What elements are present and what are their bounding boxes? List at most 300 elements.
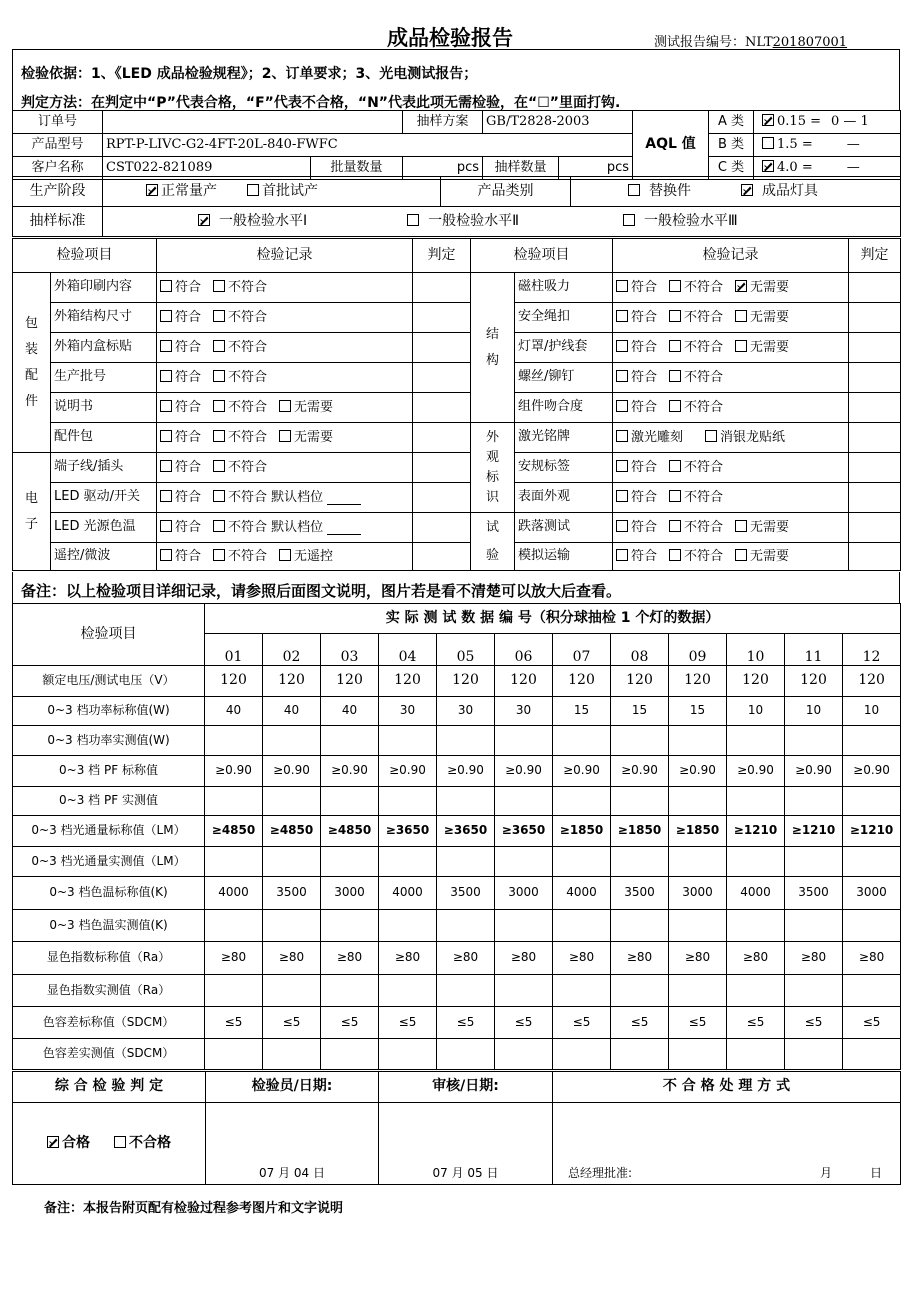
test-value[interactable] xyxy=(843,847,901,877)
judge-cell[interactable] xyxy=(413,273,471,303)
test-value[interactable] xyxy=(495,847,553,877)
item-label: 生产批号 xyxy=(51,363,157,393)
test-value[interactable] xyxy=(785,1039,843,1070)
test-value: ≥1850 xyxy=(669,816,727,847)
test-value[interactable] xyxy=(379,847,437,877)
ok-checkbox[interactable] xyxy=(160,520,172,532)
ng-checkbox[interactable] xyxy=(669,340,681,352)
test-value: ≥1210 xyxy=(785,816,843,847)
overall-verdict-label: 综 合 检 验 判 定 xyxy=(13,1072,206,1103)
test-value[interactable] xyxy=(553,975,611,1007)
col-item-right: 检验项目 xyxy=(471,239,613,273)
na-checkbox[interactable] xyxy=(735,280,747,292)
item-label: 端子线/插头 xyxy=(51,453,157,483)
test-value[interactable] xyxy=(669,975,727,1007)
test-row-label: 显色指数标称值（Ra） xyxy=(13,942,205,975)
test-item-label: 检验项目 xyxy=(13,604,205,666)
test-row-label: 显色指数实测值（Ra） xyxy=(13,975,205,1007)
test-value: 120 xyxy=(379,666,437,697)
aql-label: AQL 值 xyxy=(633,111,709,180)
test-value: ≥80 xyxy=(205,942,263,975)
test-value[interactable] xyxy=(437,847,495,877)
model-value: RPT-P-LIVC-G2-4FT-20L-840-FWFC xyxy=(103,134,633,157)
item-label: 模拟运输 xyxy=(515,543,613,571)
category-label: 产品类别 xyxy=(441,177,571,207)
first-trial-checkbox[interactable] xyxy=(247,184,259,196)
test-value[interactable] xyxy=(263,910,321,942)
test-value[interactable] xyxy=(379,787,437,816)
ok-checkbox[interactable] xyxy=(616,549,628,561)
test-value[interactable] xyxy=(611,787,669,816)
test-value: 15 xyxy=(553,697,611,726)
test-value: 3000 xyxy=(495,877,553,910)
test-value[interactable] xyxy=(553,847,611,877)
test-value[interactable] xyxy=(379,910,437,942)
test-value: ≤5 xyxy=(321,1007,379,1039)
item-label: 组件吻合度 xyxy=(515,393,613,423)
item-label: 表面外观 xyxy=(515,483,613,513)
test-value[interactable] xyxy=(437,787,495,816)
test-value[interactable] xyxy=(727,975,785,1007)
aql-c-label: C 类 xyxy=(709,157,754,179)
order-no-label: 订单号 xyxy=(13,111,103,134)
col-record-left: 检验记录 xyxy=(157,239,413,273)
level-3-checkbox[interactable] xyxy=(623,214,635,226)
test-value: 3500 xyxy=(785,877,843,910)
ok-checkbox[interactable] xyxy=(616,280,628,292)
stage-table: 生产阶段 正常量产 首批试产 产品类别 替换件 成品灯具 抽样标准 一般检验水平Ⅰ 一般检验水平Ⅱ 一般检验水平Ⅲ xyxy=(12,176,901,237)
test-value[interactable] xyxy=(843,975,901,1007)
ng-checkbox[interactable] xyxy=(213,400,225,412)
pass-checkbox[interactable] xyxy=(47,1136,59,1148)
test-value[interactable] xyxy=(669,726,727,756)
test-value: ≥0.90 xyxy=(727,756,785,787)
ok-checkbox[interactable] xyxy=(160,370,172,382)
test-value[interactable] xyxy=(495,910,553,942)
order-info-table xyxy=(12,110,901,180)
test-value: ≥0.90 xyxy=(669,756,727,787)
test-value[interactable] xyxy=(727,910,785,942)
test-value: ≤5 xyxy=(669,1007,727,1039)
test-value: ≥80 xyxy=(553,942,611,975)
ng-checkbox[interactable] xyxy=(213,460,225,472)
test-row-label: 色容差实测值（SDCM） xyxy=(13,1039,205,1070)
test-value[interactable] xyxy=(437,1039,495,1070)
sample-id: 05 xyxy=(437,634,495,666)
judge-cell[interactable] xyxy=(413,453,471,483)
aql-c-checkbox[interactable] xyxy=(762,160,774,172)
test-value: 120 xyxy=(785,666,843,697)
test-value[interactable] xyxy=(727,726,785,756)
test-value[interactable] xyxy=(321,847,379,877)
page-title: 成品检验报告 xyxy=(387,26,513,50)
test-value: ≥0.90 xyxy=(843,756,901,787)
test-value[interactable] xyxy=(321,787,379,816)
test-value: 3500 xyxy=(611,877,669,910)
test-value: 3000 xyxy=(843,877,901,910)
test-value: ≥0.90 xyxy=(379,756,437,787)
aql-cell: A 类 0.15 = 0 — 1 B 类 1.5 = — C 类 4.0 = — xyxy=(709,111,901,180)
judge-cell[interactable] xyxy=(413,483,471,513)
test-value[interactable] xyxy=(321,1039,379,1070)
sample-id: 06 xyxy=(495,634,553,666)
na-checkbox[interactable] xyxy=(735,520,747,532)
judge-cell[interactable] xyxy=(849,363,901,393)
reviewer-label: 审核/日期: xyxy=(379,1072,553,1103)
aql-a-checkbox[interactable] xyxy=(762,114,774,126)
group-structure: 结构 xyxy=(471,273,515,423)
test-value: ≤5 xyxy=(205,1007,263,1039)
mass-production-checkbox[interactable] xyxy=(146,184,158,196)
test-value: 120 xyxy=(205,666,263,697)
test-value[interactable] xyxy=(205,1039,263,1070)
default-level-blank[interactable] xyxy=(327,492,361,505)
ok-checkbox[interactable] xyxy=(616,340,628,352)
test-row-label: 0~3 档 PF 实测值 xyxy=(13,787,205,816)
test-value[interactable] xyxy=(263,726,321,756)
test-value[interactable] xyxy=(205,787,263,816)
model-label: 产品型号 xyxy=(13,134,103,157)
test-value: 10 xyxy=(727,697,785,726)
sample-id: 01 xyxy=(205,634,263,666)
test-value: 3500 xyxy=(437,877,495,910)
ok-checkbox[interactable] xyxy=(160,340,172,352)
test-value[interactable] xyxy=(553,787,611,816)
sample-id: 12 xyxy=(843,634,901,666)
col-judge-left: 判定 xyxy=(413,239,471,273)
test-value: ≤5 xyxy=(553,1007,611,1039)
test-value[interactable] xyxy=(437,910,495,942)
judge-cell[interactable] xyxy=(413,303,471,333)
ok-checkbox[interactable] xyxy=(160,490,172,502)
test-data-table xyxy=(12,603,901,1070)
level-2-checkbox[interactable] xyxy=(407,214,419,226)
test-value: 3000 xyxy=(669,877,727,910)
test-value: ≥80 xyxy=(321,942,379,975)
test-value: ≥80 xyxy=(437,942,495,975)
batch-qty-label: 批量数量 xyxy=(311,157,403,180)
test-value: 30 xyxy=(437,697,495,726)
judge-cell[interactable] xyxy=(413,393,471,423)
ng-checkbox[interactable] xyxy=(669,460,681,472)
test-value[interactable] xyxy=(669,847,727,877)
test-value[interactable] xyxy=(379,726,437,756)
test-value: 10 xyxy=(785,697,843,726)
ng-checkbox[interactable] xyxy=(213,340,225,352)
na-checkbox[interactable] xyxy=(735,549,747,561)
batch-qty-value: pcs xyxy=(403,157,483,180)
test-value: 120 xyxy=(437,666,495,697)
item-label: 遥控/微波 xyxy=(51,543,157,571)
test-value: ≥80 xyxy=(843,942,901,975)
test-row-label: 额定电压/测试电压（V） xyxy=(13,666,205,697)
sample-id: 08 xyxy=(611,634,669,666)
test-value: ≥4850 xyxy=(321,816,379,847)
test-value: ≤5 xyxy=(843,1007,901,1039)
test-value: ≥0.90 xyxy=(437,756,495,787)
ng-checkbox[interactable] xyxy=(669,280,681,292)
laser-checkbox[interactable] xyxy=(616,430,628,442)
test-value[interactable] xyxy=(611,1039,669,1070)
customer-value: CST022-821089 xyxy=(103,157,311,180)
col-item-left: 检验项目 xyxy=(13,239,157,273)
sample-id: 11 xyxy=(785,634,843,666)
ng-checkbox[interactable] xyxy=(213,280,225,292)
test-value: 15 xyxy=(611,697,669,726)
test-value[interactable] xyxy=(553,726,611,756)
judge-cell[interactable] xyxy=(849,513,901,543)
basis-line: 检验依据：1、《LED 成品检验规程》；2、订单要求；3、光电测试报告； xyxy=(21,66,478,82)
test-value: ≤5 xyxy=(263,1007,321,1039)
test-value[interactable] xyxy=(495,787,553,816)
judge-cell[interactable] xyxy=(849,273,901,303)
test-value[interactable] xyxy=(785,910,843,942)
test-header: 实 际 测 试 数 据 编 号（积分球抽检 1 个灯的数据） xyxy=(205,604,901,634)
test-value[interactable] xyxy=(263,975,321,1007)
test-row-label: 0~3 档色温标称值(K) xyxy=(13,877,205,910)
test-value: 3000 xyxy=(321,877,379,910)
inspector-date: 07 月 04 日 xyxy=(206,1103,379,1185)
ng-checkbox[interactable] xyxy=(669,310,681,322)
test-value: ≥3650 xyxy=(379,816,437,847)
judge-cell[interactable] xyxy=(413,363,471,393)
test-value[interactable] xyxy=(263,1039,321,1070)
ok-checkbox[interactable] xyxy=(616,370,628,382)
finished-lamp-checkbox[interactable] xyxy=(741,184,753,196)
test-value: 4000 xyxy=(727,877,785,910)
test-value: ≥80 xyxy=(785,942,843,975)
judge-cell[interactable] xyxy=(849,543,901,571)
judge-cell[interactable] xyxy=(849,453,901,483)
test-value[interactable] xyxy=(669,787,727,816)
test-value[interactable] xyxy=(727,787,785,816)
ng-checkbox[interactable] xyxy=(213,370,225,382)
silver-label-checkbox[interactable] xyxy=(705,430,717,442)
na-checkbox[interactable] xyxy=(735,310,747,322)
item-label: 跌落测试 xyxy=(515,513,613,543)
aql-b-checkbox[interactable] xyxy=(762,137,774,149)
replacement-checkbox[interactable] xyxy=(628,184,640,196)
test-value: ≥3650 xyxy=(495,816,553,847)
test-row-label: 0~3 档光通量实测值（LM） xyxy=(13,847,205,877)
test-value: ≥0.90 xyxy=(785,756,843,787)
ok-checkbox[interactable] xyxy=(616,520,628,532)
judge-cell[interactable] xyxy=(849,303,901,333)
test-value: 120 xyxy=(669,666,727,697)
test-value[interactable] xyxy=(205,847,263,877)
test-value[interactable] xyxy=(727,847,785,877)
group-packaging: 包装配件 xyxy=(13,273,51,453)
na-checkbox[interactable] xyxy=(279,430,291,442)
ok-checkbox[interactable] xyxy=(160,280,172,292)
na-checkbox[interactable] xyxy=(279,400,291,412)
group-marking: 外观标识 xyxy=(471,423,515,513)
report-number: 测试报告编号：NLT201807001 xyxy=(654,35,848,50)
item-label: 配件包 xyxy=(51,423,157,453)
inspector-label: 检验员/日期: xyxy=(206,1072,379,1103)
test-value: ≥0.90 xyxy=(553,756,611,787)
test-value[interactable] xyxy=(205,910,263,942)
ng-checkbox[interactable] xyxy=(213,310,225,322)
test-value[interactable] xyxy=(785,975,843,1007)
test-value[interactable] xyxy=(495,1039,553,1070)
judge-cell[interactable] xyxy=(413,513,471,543)
test-value: 4000 xyxy=(553,877,611,910)
test-value: ≥80 xyxy=(379,942,437,975)
ok-checkbox[interactable] xyxy=(160,460,172,472)
test-value[interactable] xyxy=(843,910,901,942)
test-row-label: 色容差标称值（SDCM） xyxy=(13,1007,205,1039)
item-label: 说明书 xyxy=(51,393,157,423)
ok-checkbox[interactable] xyxy=(616,310,628,322)
ok-checkbox[interactable] xyxy=(616,490,628,502)
test-value[interactable] xyxy=(205,726,263,756)
default-level-blank[interactable] xyxy=(327,522,361,535)
test-value[interactable] xyxy=(611,847,669,877)
judge-cell[interactable] xyxy=(849,333,901,363)
test-value[interactable] xyxy=(437,975,495,1007)
aql-b-label: B 类 xyxy=(709,134,754,156)
ng-checkbox[interactable] xyxy=(213,490,225,502)
test-value[interactable] xyxy=(495,726,553,756)
ok-checkbox[interactable] xyxy=(616,400,628,412)
ng-checkbox[interactable] xyxy=(669,490,681,502)
test-value[interactable] xyxy=(611,975,669,1007)
item-label: 磁柱吸力 xyxy=(515,273,613,303)
test-value[interactable] xyxy=(553,910,611,942)
test-value[interactable] xyxy=(321,975,379,1007)
test-value[interactable] xyxy=(495,975,553,1007)
sample-id: 07 xyxy=(553,634,611,666)
judge-method-line: 判定方法：在判定中“P”代表合格，“F”代表不合格，“N”代表此项无需检验，在“☐”里面打钩. xyxy=(21,95,621,111)
test-value[interactable] xyxy=(553,1039,611,1070)
test-value[interactable] xyxy=(843,787,901,816)
test-value[interactable] xyxy=(263,787,321,816)
verdict-table: 综 合 检 验 判 定 检验员/日期: 审核/日期: 不 合 格 处 理 方 式 合格 不合格 07 月 04 日 07 月 05 日 总经理批准: 月 日 xyxy=(12,1071,901,1185)
item-label: 灯罩/护线套 xyxy=(515,333,613,363)
test-value[interactable] xyxy=(321,910,379,942)
test-value: ≥80 xyxy=(495,942,553,975)
test-value[interactable] xyxy=(843,1039,901,1070)
fail-checkbox[interactable] xyxy=(114,1136,126,1148)
handling-label: 不 合 格 处 理 方 式 xyxy=(553,1072,901,1103)
ok-checkbox[interactable] xyxy=(160,310,172,322)
ok-checkbox[interactable] xyxy=(160,430,172,442)
test-value: ≤5 xyxy=(611,1007,669,1039)
aql-a-label: A 类 xyxy=(709,111,754,133)
judge-cell[interactable] xyxy=(849,483,901,513)
judge-cell[interactable] xyxy=(849,393,901,423)
test-row-label: 0~3 档 PF 标称值 xyxy=(13,756,205,787)
test-value: 40 xyxy=(263,697,321,726)
test-value: 120 xyxy=(843,666,901,697)
judge-cell[interactable] xyxy=(413,423,471,453)
ng-checkbox[interactable] xyxy=(213,520,225,532)
sample-id: 09 xyxy=(669,634,727,666)
test-value[interactable] xyxy=(321,726,379,756)
test-value: 30 xyxy=(379,697,437,726)
test-value: ≥0.90 xyxy=(205,756,263,787)
item-label: 外箱结构尺寸 xyxy=(51,303,157,333)
judge-cell[interactable] xyxy=(413,333,471,363)
na-checkbox[interactable] xyxy=(735,340,747,352)
test-value[interactable] xyxy=(785,726,843,756)
judge-cell[interactable] xyxy=(849,423,901,453)
sample-id: 03 xyxy=(321,634,379,666)
test-value: 120 xyxy=(263,666,321,697)
test-value: 120 xyxy=(321,666,379,697)
ok-checkbox[interactable] xyxy=(160,549,172,561)
test-value: ≥4850 xyxy=(263,816,321,847)
test-value[interactable] xyxy=(437,726,495,756)
inspection-table: 检验项目 检验记录 判定 检验项目 检验记录 判定 包装配件 外箱印刷内容 符合 不符合 结构 磁柱吸力 符合 不符合 无需要 外箱结构尺寸 符合 不符合 安全绳扣 符合 不符合 无需要 外箱内盒标贴 符合 不符合 灯罩/护线套 符合 不符合 无需要 生产批号 符合 不符合 螺丝/铆钉 符合 不符合 说明书 符合 不符合 无需要 组件吻合度 符合 不符合 配件包 符合 不符合 无需要 外观标识 激光铭牌 激光雕刻 消银龙贴纸 电子 端子线/插头 符合 不符合 安规标签 符合 不符合 LED 驱动/开关 符合 不符合 默认档位 表面外观 符合 不符合 LED 光源色温 符合 不符合 默认档位 试验 跌落测试 符合 不符合 无需要 遥控/微波 符合 不符合 无遥控 模拟运输 符合 不符合 无需要 xyxy=(12,238,901,571)
level-1-checkbox[interactable] xyxy=(198,214,210,226)
test-value: ≤5 xyxy=(495,1007,553,1039)
sampling-plan-label: 抽样方案 xyxy=(403,111,483,134)
sampling-plan-value: GB/T2828-2003 xyxy=(483,111,633,134)
ok-checkbox[interactable] xyxy=(616,460,628,472)
item-label: 安全绳扣 xyxy=(515,303,613,333)
footnote: 备注：本报告附页配有检验过程参考图片和文字说明 xyxy=(44,1201,344,1216)
sample-id: 10 xyxy=(727,634,785,666)
test-value: ≥3650 xyxy=(437,816,495,847)
remark-box xyxy=(12,572,900,604)
test-value[interactable] xyxy=(669,1039,727,1070)
sample-qty-value: pcs xyxy=(559,157,633,180)
test-value[interactable] xyxy=(785,847,843,877)
test-value[interactable] xyxy=(611,726,669,756)
ng-checkbox[interactable] xyxy=(669,549,681,561)
test-value[interactable] xyxy=(785,787,843,816)
ng-checkbox[interactable] xyxy=(669,400,681,412)
test-value[interactable] xyxy=(263,847,321,877)
test-value[interactable] xyxy=(727,1039,785,1070)
ng-checkbox[interactable] xyxy=(213,430,225,442)
test-value[interactable] xyxy=(669,910,727,942)
test-value[interactable] xyxy=(379,1039,437,1070)
ng-checkbox[interactable] xyxy=(669,520,681,532)
test-row-label: 0~3 档功率标称值(W) xyxy=(13,697,205,726)
test-value: 120 xyxy=(611,666,669,697)
stage-label: 生产阶段 xyxy=(13,177,103,207)
ng-checkbox[interactable] xyxy=(669,370,681,382)
test-value[interactable] xyxy=(379,975,437,1007)
test-value: ≥0.90 xyxy=(263,756,321,787)
test-value: ≤5 xyxy=(437,1007,495,1039)
judge-cell[interactable] xyxy=(413,543,471,571)
test-value: 10 xyxy=(843,697,901,726)
item-label: 外箱印刷内容 xyxy=(51,273,157,303)
test-value: ≥4850 xyxy=(205,816,263,847)
test-value[interactable] xyxy=(843,726,901,756)
sample-id: 02 xyxy=(263,634,321,666)
no-remote-checkbox[interactable] xyxy=(279,549,291,561)
item-label: 外箱内盒标贴 xyxy=(51,333,157,363)
reviewer-date: 07 月 05 日 xyxy=(379,1103,553,1185)
test-value: ≤5 xyxy=(785,1007,843,1039)
ok-checkbox[interactable] xyxy=(160,400,172,412)
gm-approval: 总经理批准: 月 日 xyxy=(553,1103,901,1185)
basis-box xyxy=(12,49,900,110)
test-value: ≥1850 xyxy=(611,816,669,847)
ng-checkbox[interactable] xyxy=(213,549,225,561)
test-value[interactable] xyxy=(611,910,669,942)
test-value[interactable] xyxy=(205,975,263,1007)
customer-label: 客户名称 xyxy=(13,157,103,180)
test-value: ≥0.90 xyxy=(495,756,553,787)
group-test: 试验 xyxy=(471,513,515,571)
test-value: ≥80 xyxy=(669,942,727,975)
